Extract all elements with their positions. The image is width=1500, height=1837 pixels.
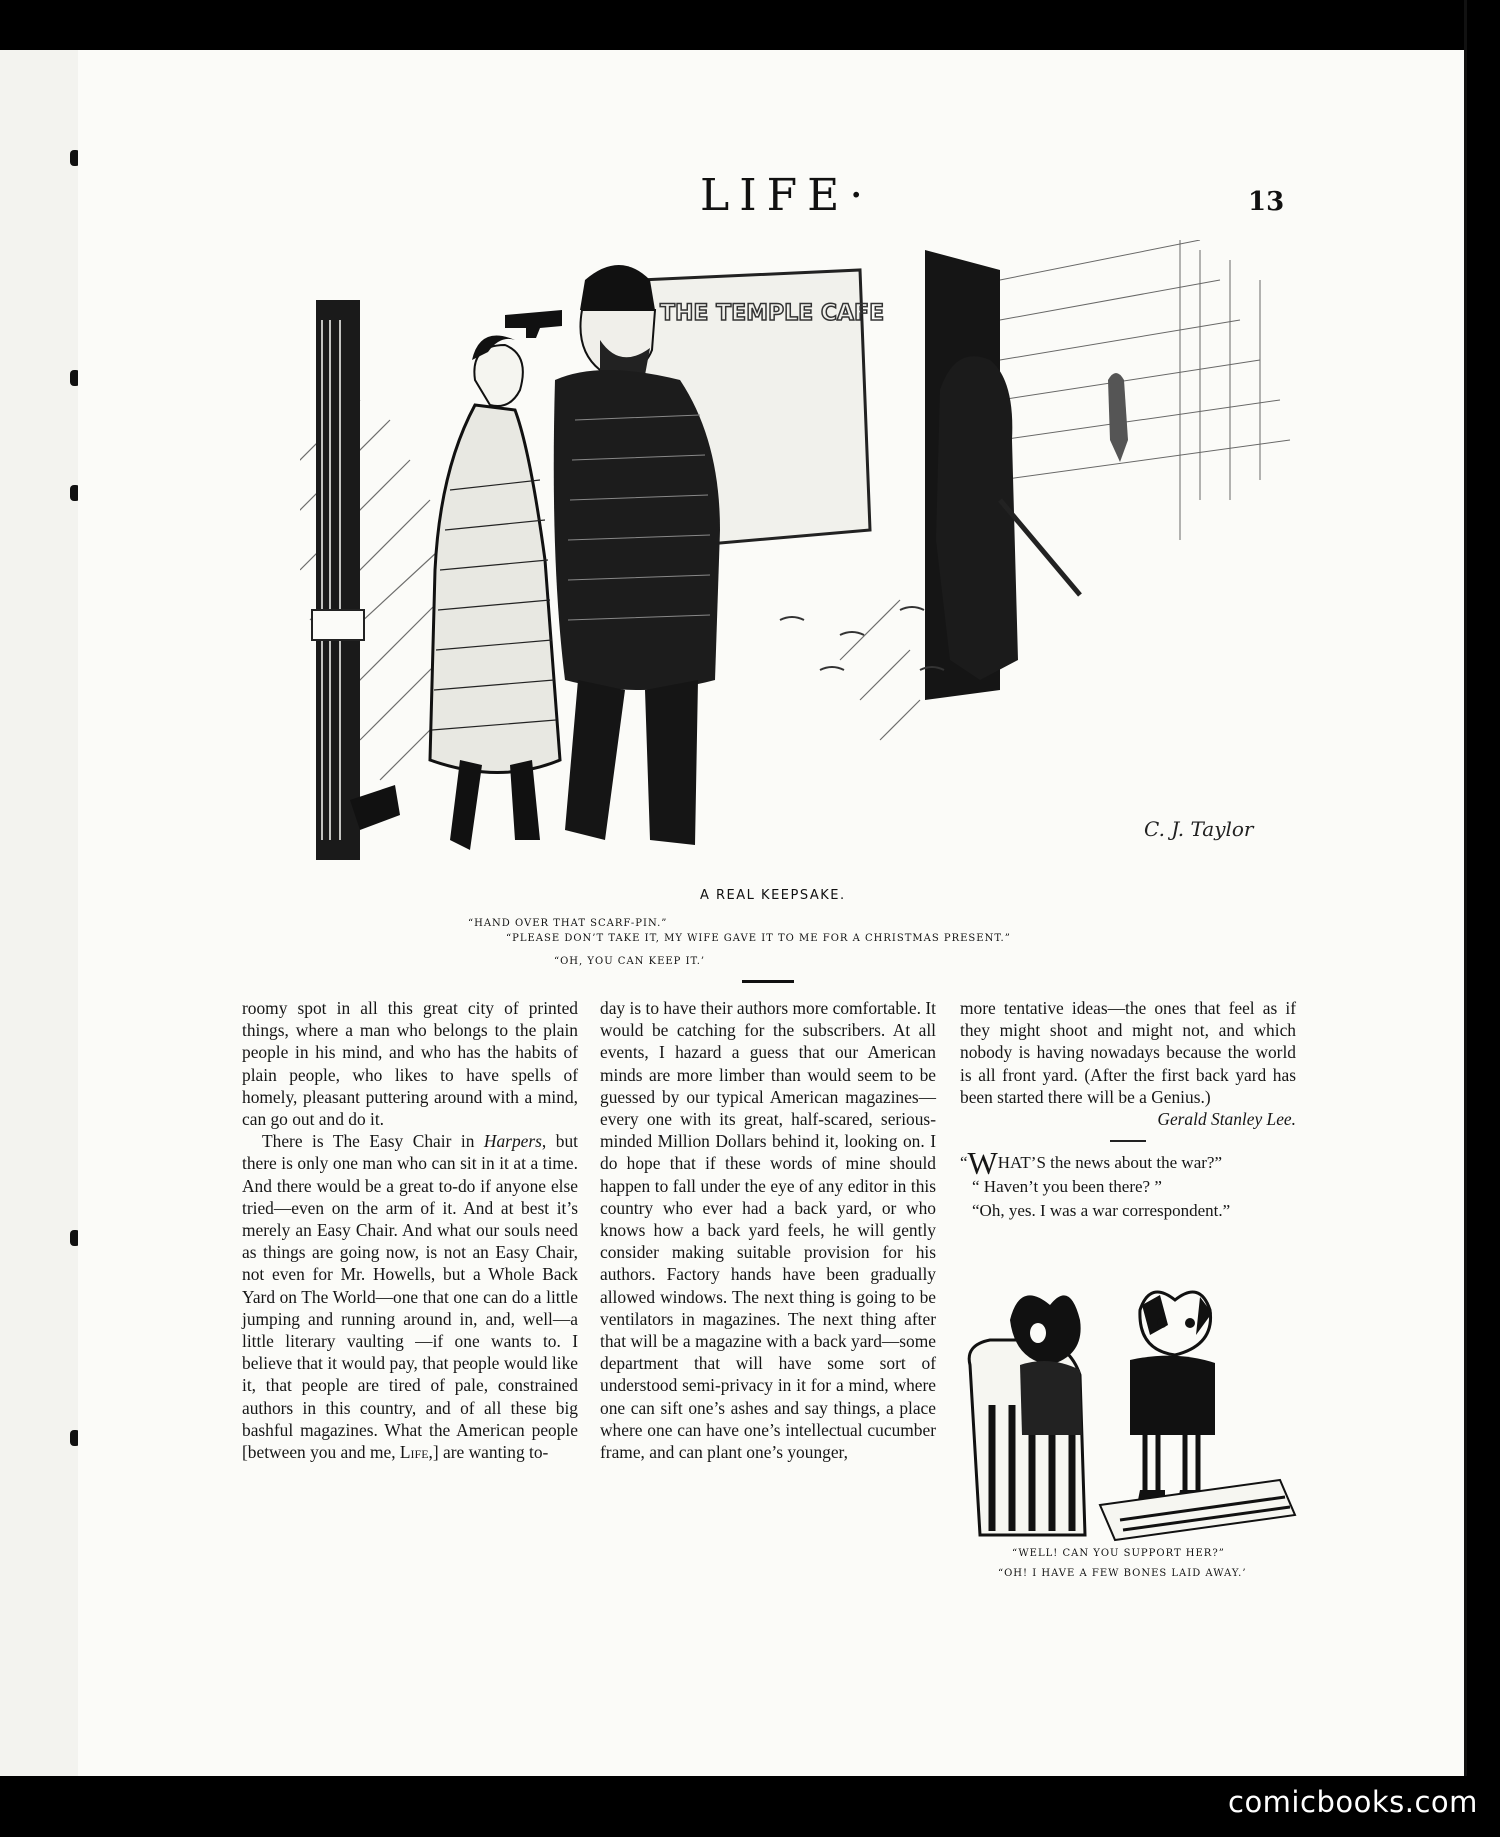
article-paragraph: day is to have their authors more comfortable. It would be catching for the subscribers. At all events, I hazard a guess that our American minds are more limber than would seem to be guessed by our typical American magazines—every one with its great, half-scared, serious-minded Million Dollars behind it, looking on. I do hope that if these words of mine should happen to fall under the eye of any editor in this country who ever had a back yard, or who knows how a back yard feels, he will gently consider making suitable provision for his authors. Factory hands have been gradually allowed windows. The next thing is going to be ventilators in magazines. The next thing after that will be a magazine with a back yard—some department that will have some sort of understood semi-privacy in it for a mind, where one can sift one’s ashes and say things, a place where one can have one’s intellectual cucumber frame, and can plant one’s younger,	[600, 998, 936, 1463]
dog-caption-line: “WELL! CAN YOU SUPPORT HER?”	[1012, 1548, 1225, 1559]
article-column-2	[600, 997, 936, 1463]
article-paragraph: roomy spot in all this great city of printed things, where a man who belongs to the plain people in his mind, and who has the habits of plain people, who likes to have spells of homely, pleasant puttering around with a mind, can go out and do it.	[242, 998, 578, 1130]
dog-caption-line: “OH! I HAVE A FEW BONES LAID AWAY.’	[998, 1568, 1247, 1579]
text-run: ,] are wanting to-	[428, 1442, 549, 1463]
caption-line: “OH, YOU CAN KEEP IT.’	[554, 956, 706, 967]
dog-cartoon-illustration	[960, 1285, 1300, 1555]
article-column-3	[960, 997, 1296, 1222]
joke-question	[960, 1145, 1296, 1182]
page-number: 13	[1248, 187, 1285, 217]
cartoon-title: A REAL KEEPSAKE.	[700, 888, 846, 903]
page-edge-rule	[1464, 0, 1467, 1776]
article-paragraph: more tentative ideas—the ones that feel as if they might shoot and might not, and which nobody is having nowadays because the world is all front yard. (After the first back yard has been started there will be a Genius.)	[960, 998, 1296, 1107]
text-run: There is The Easy Chair in	[262, 1131, 484, 1152]
small-caps-life: Life	[399, 1442, 429, 1463]
section-divider	[742, 980, 794, 983]
drop-initial: W	[967, 1145, 998, 1182]
war-joke	[960, 1145, 1296, 1222]
artist-signature: C. J. Taylor	[1144, 817, 1254, 841]
article-column-1	[242, 997, 578, 1463]
italic-title: Harpers	[483, 1131, 542, 1152]
binding-margin	[0, 50, 80, 1776]
caption-line: “HAND OVER THAT SCARF-PIN.”	[468, 918, 668, 929]
joke-question-text: HAT’S the news about the war?”	[997, 1153, 1222, 1173]
joke-line: “ Haven’t you been there? ”	[972, 1177, 1162, 1197]
joke-line: “Oh, yes. I was a war correspondent.”	[972, 1201, 1231, 1221]
article-paragraph	[242, 1130, 578, 1463]
text-run: , but there is only one man who can sit in it at a time. And there would be a great to-do if anyone else tried—even on the arm of it. And at best it’s merely an Easy Chair. And what our souls need as things are going now, is not an Easy Chair, not even for Mr. Howells, but a Whole Back Yard on The World—one that one can do a little jumping and running around in, and, well—a little literary vaulting —if one wants to. I believe that it would pay, that people would like it, that people are tired of pale, constrained authors in this country, and of all these big bashful magazines. What the American people [between you and me,	[242, 1131, 578, 1463]
open-quote: “	[960, 1153, 968, 1173]
section-divider	[1110, 1140, 1146, 1142]
robbery-illustration	[300, 240, 1300, 880]
caption-line: “PLEASE DON’T TAKE IT, MY WIFE GAVE IT TO ME FOR A CHRISTMAS PRESENT.”	[506, 933, 1011, 944]
author-signature: Gerald Stanley Lee.	[1157, 1109, 1296, 1130]
cafe-sign-text: THE TEMPLE CAFE	[660, 301, 885, 326]
masthead-title: LIFE·	[700, 170, 874, 221]
site-watermark: comicbooks.com	[1228, 1785, 1478, 1819]
